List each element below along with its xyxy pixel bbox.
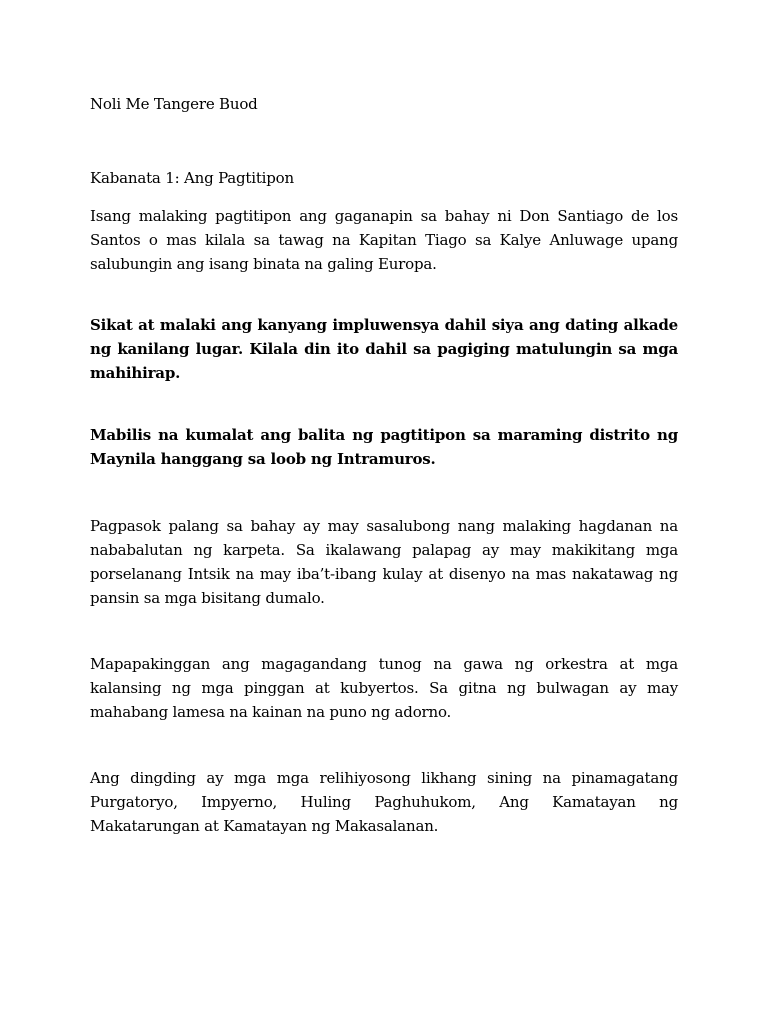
document-body bbox=[90, 92, 678, 838]
paragraph: Pagpasok palang sa bahay ay may sasalubong nang malaking hagdanan na nababalutan ng karpeta. Sa ikalawang palapag ay may makikitang mga porselanang Intsik na may iba’t-ibang kulay at disenyo na mas nakatawag ng pansin sa mga bisitang dumalo. bbox=[90, 517, 678, 607]
paragraph: Ang dingding ay mga mga relihiyosong likhang sining na pinamagatang Purgatoryo, Impyerno, Huling Paghuhukom, Ang Kamatayan ng Makatarungan at Kamatayan ng Makasalanan. bbox=[90, 769, 678, 835]
paragraph-bold: Mabilis na kumalat ang balita ng pagtitipon sa maraming distrito ng Maynila hanggang sa loob ng Intramuros. bbox=[90, 426, 678, 468]
paragraph: Mapapakinggan ang magagandang tunog na gawa ng orkestra at mga kalansing ng mga pinggan at kubyertos. Sa gitna ng bulwagan ay may mahabang lamesa na kainan na puno ng adorno. bbox=[90, 655, 678, 721]
document-title: Noli Me Tangere Buod bbox=[90, 95, 258, 113]
paragraph: Isang malaking pagtitipon ang gaganapin sa bahay ni Don Santiago de los Santos o mas kilala sa tawag na Kapitan Tiago sa Kalye Anluwage upang salubungin ang isang binata na galing Europa. bbox=[90, 207, 678, 273]
chapter-title: Kabanata 1: Ang Pagtitipon bbox=[90, 169, 294, 187]
paragraph-bold: Sikat at malaki ang kanyang impluwensya dahil siya ang dating alkade ng kanilang lugar. Kilala din ito dahil sa pagiging matulungin sa mga mahihirap. bbox=[90, 316, 678, 382]
